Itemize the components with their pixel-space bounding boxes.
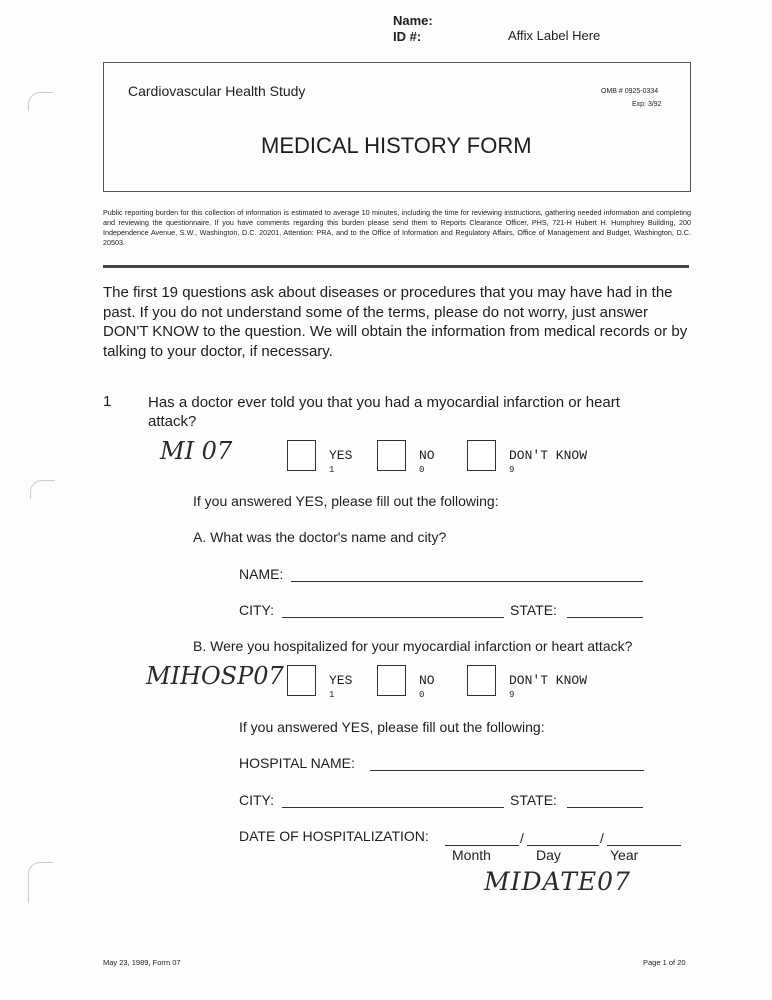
day-field[interactable] <box>527 845 599 846</box>
handwritten-variable-code: MI 07 <box>160 437 233 465</box>
handwritten-variable-code: MIHOSP07 <box>146 662 284 690</box>
if-yes-instruction: If you answered YES, please fill out the following: <box>239 719 545 735</box>
hospital-city-field[interactable] <box>282 807 504 808</box>
doctor-name-field[interactable] <box>291 581 643 582</box>
no-checkbox[interactable] <box>377 440 406 471</box>
year-field[interactable] <box>607 845 681 846</box>
name-label: Name: <box>393 13 433 28</box>
doctor-state-field[interactable] <box>567 617 643 618</box>
hospital-name-label: HOSPITAL NAME: <box>239 755 355 771</box>
no-code: 0 <box>419 690 425 700</box>
date-separator: / <box>520 830 524 846</box>
expiration-date: Exp: 3/92 <box>632 101 662 108</box>
question-1a-text: A. What was the doctor's name and city? <box>193 529 447 545</box>
form-title: MEDICAL HISTORY FORM <box>261 133 532 158</box>
hospital-state-label: STATE: <box>510 792 557 808</box>
if-yes-instruction: If you answered YES, please fill out the following: <box>193 493 499 509</box>
question-1-text: Has a doctor ever told you that you had a myocardial infarction or heart attack? <box>148 394 620 430</box>
year-caption: Year <box>610 847 639 863</box>
hospital-state-field[interactable] <box>567 807 643 808</box>
doctor-city-label: CITY: <box>239 602 275 618</box>
no-code: 0 <box>419 465 425 475</box>
hospitalized-dont-know-checkbox[interactable] <box>467 665 496 696</box>
dont-know-code: 9 <box>509 465 515 475</box>
question-1b-text: B. Were you hospitalized for your myocardial infarction or heart attack? <box>193 638 633 654</box>
doctor-state-label: STATE: <box>510 602 557 618</box>
no-option-label: NO <box>419 673 435 688</box>
date-of-hospitalization-label: DATE OF HOSPITALIZATION: <box>239 828 429 844</box>
footer-form-date: May 23, 1989, Form 07 <box>103 958 181 967</box>
hospitalized-no-checkbox[interactable] <box>377 665 406 696</box>
day-caption: Day <box>536 847 561 863</box>
question-number: 1 <box>103 393 112 410</box>
handwritten-variable-code: MIDATE07 <box>484 867 631 896</box>
hospital-name-field[interactable] <box>370 770 644 771</box>
intro-paragraph: The first 19 questions ask about diseases or procedures that you may have had in the past. If you do not understand some of the terms, please do not worry, just answer DON'T KNOW to the question. We will obtain the information from medical records or by talking to your doctor, if necessary. <box>103 284 688 360</box>
date-separator: / <box>600 830 604 846</box>
punch-hole-mark <box>28 92 53 111</box>
hospitalized-yes-checkbox[interactable] <box>287 665 316 696</box>
dont-know-option-label: DON'T KNOW <box>509 448 588 463</box>
page-number: Page 1 of 20 <box>643 958 686 967</box>
no-option-label: NO <box>419 448 435 463</box>
month-caption: Month <box>452 847 491 863</box>
dont-know-option-label: DON'T KNOW <box>509 673 588 688</box>
omb-number: OMB # 0925-0334 <box>601 88 659 95</box>
yes-code: 1 <box>329 690 335 700</box>
yes-option-label: YES <box>329 673 353 688</box>
yes-checkbox[interactable] <box>287 440 316 471</box>
hospital-city-label: CITY: <box>239 792 275 808</box>
punch-hole-mark <box>30 480 55 499</box>
study-name: Cardiovascular Health Study <box>128 83 306 99</box>
affix-label-text: Affix Label Here <box>508 28 601 43</box>
burden-statement: Public reporting burden for this collection of information is estimated to average 10 minutes, including the time for reviewing instructions, gathering needed information and completing and reviewing the questionnaire. If you have comments regarding this burden please send them to Reports Clearance Officer, PHS, 721-H Hubert H. Humphrey Building, 200 Independence Avenue, S.W., Washington, D.C. 20201, Attention: PRA, and to the Office of Information and Regulatory Affairs, Office of Management and Budget, Washington, D.C. 20503. <box>103 208 691 247</box>
dont-know-checkbox[interactable] <box>467 440 496 471</box>
section-divider <box>103 265 689 268</box>
doctor-name-label: NAME: <box>239 566 284 582</box>
month-field[interactable] <box>445 845 519 846</box>
doctor-city-field[interactable] <box>282 617 504 618</box>
yes-code: 1 <box>329 465 335 475</box>
dont-know-code: 9 <box>509 690 515 700</box>
yes-option-label: YES <box>329 448 353 463</box>
punch-hole-mark <box>28 862 53 903</box>
id-label: ID #: <box>393 29 422 44</box>
form-header-box <box>103 62 691 192</box>
